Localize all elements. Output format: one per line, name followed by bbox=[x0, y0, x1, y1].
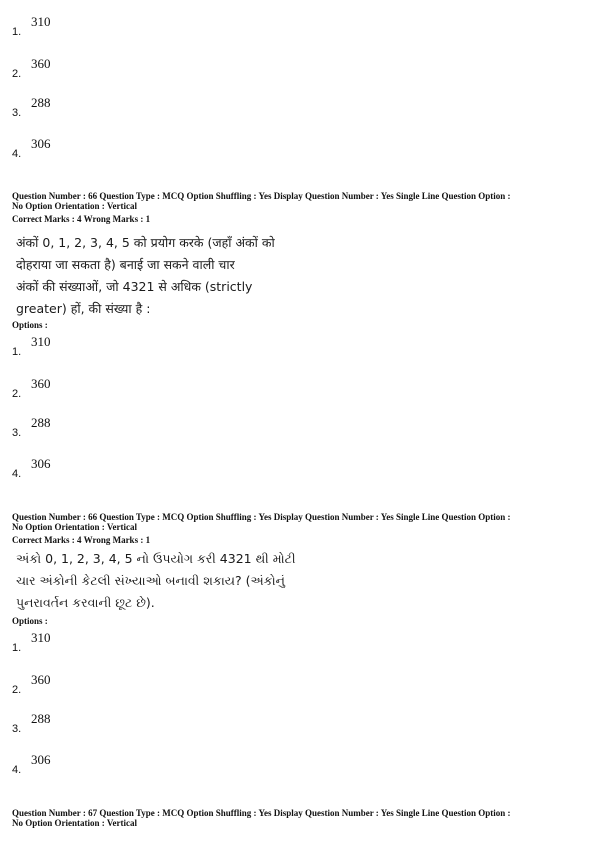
option-3 bbox=[12, 415, 132, 445]
option-number: 4. bbox=[12, 468, 22, 480]
option-value: 360 bbox=[31, 56, 51, 71]
option-value: 360 bbox=[31, 376, 51, 391]
options-label: Options : bbox=[12, 616, 48, 626]
option-value: 288 bbox=[31, 415, 51, 430]
question-text bbox=[16, 232, 275, 320]
question-marks: Correct Marks : 4 Wrong Marks : 1 bbox=[12, 214, 151, 224]
options-label: Options : bbox=[12, 320, 48, 330]
option-value: 310 bbox=[31, 630, 51, 645]
question-meta-line2: No Option Orientation : Vertical bbox=[12, 201, 137, 211]
option-4 bbox=[12, 136, 132, 166]
question-text-line: अंकों 0, 1, 2, 3, 4, 5 को प्रयोग करके (जहाँ अंकों को bbox=[16, 235, 275, 250]
question-text bbox=[16, 548, 296, 614]
option-number: 1. bbox=[12, 642, 22, 654]
question-text-line: दोहराया जा सकता है) बनाई जा सकने वाली चार bbox=[16, 257, 235, 272]
option-number: 3. bbox=[12, 107, 22, 119]
option-number: 2. bbox=[12, 68, 22, 80]
question-text-line: પુનરાવર્તન કરવાની છૂટ છે). bbox=[16, 595, 155, 610]
option-value: 310 bbox=[31, 14, 51, 29]
question-text-line: અંકો 0, 1, 2, 3, 4, 5 નો ઉપયોગ કરી 4321 થી મોટી bbox=[16, 551, 296, 566]
option-4 bbox=[12, 456, 132, 486]
question-header bbox=[12, 512, 587, 532]
option-number: 4. bbox=[12, 148, 22, 160]
option-value: 306 bbox=[31, 136, 51, 151]
option-number: 3. bbox=[12, 427, 22, 439]
option-number: 1. bbox=[12, 346, 22, 358]
option-4 bbox=[12, 752, 132, 782]
question-marks: Correct Marks : 4 Wrong Marks : 1 bbox=[12, 535, 151, 545]
option-value: 306 bbox=[31, 456, 51, 471]
option-value: 306 bbox=[31, 752, 51, 767]
option-1 bbox=[12, 630, 132, 660]
option-number: 3. bbox=[12, 723, 22, 735]
option-3 bbox=[12, 711, 132, 741]
question-text-line: ચાર અંકોની કેટલી સંખ્યાઓ બનાવી શકાય? (અંકોનું bbox=[16, 573, 285, 588]
option-2 bbox=[12, 672, 132, 702]
question-meta-line1: Question Number : 66 Question Type : MCQ Option Shuffling : Yes Display Question Number : Yes Single Line Question Option : bbox=[12, 512, 511, 522]
option-number: 2. bbox=[12, 388, 22, 400]
option-2 bbox=[12, 376, 132, 406]
question-meta-line2: No Option Orientation : Vertical bbox=[12, 522, 137, 532]
question-text-line: greater) हों, की संख्या है : bbox=[16, 301, 151, 316]
question-meta-line1: Question Number : 67 Question Type : MCQ Option Shuffling : Yes Display Question Number : Yes Single Line Question Option : bbox=[12, 808, 511, 818]
option-number: 1. bbox=[12, 26, 22, 38]
option-1 bbox=[12, 334, 132, 364]
question-meta-line1: Question Number : 66 Question Type : MCQ Option Shuffling : Yes Display Question Number : Yes Single Line Question Option : bbox=[12, 191, 511, 201]
question-text-line: अंकों की संख्याओं, जो 4321 से अधिक (strictly bbox=[16, 279, 253, 294]
option-number: 2. bbox=[12, 684, 22, 696]
option-1 bbox=[12, 14, 132, 44]
option-value: 288 bbox=[31, 711, 51, 726]
option-value: 310 bbox=[31, 334, 51, 349]
question-meta-line2: No Option Orientation : Vertical bbox=[12, 818, 137, 828]
option-3 bbox=[12, 95, 132, 125]
question-header bbox=[12, 191, 587, 211]
question-header bbox=[12, 808, 587, 828]
option-value: 360 bbox=[31, 672, 51, 687]
option-value: 288 bbox=[31, 95, 51, 110]
option-2 bbox=[12, 56, 132, 86]
option-number: 4. bbox=[12, 764, 22, 776]
